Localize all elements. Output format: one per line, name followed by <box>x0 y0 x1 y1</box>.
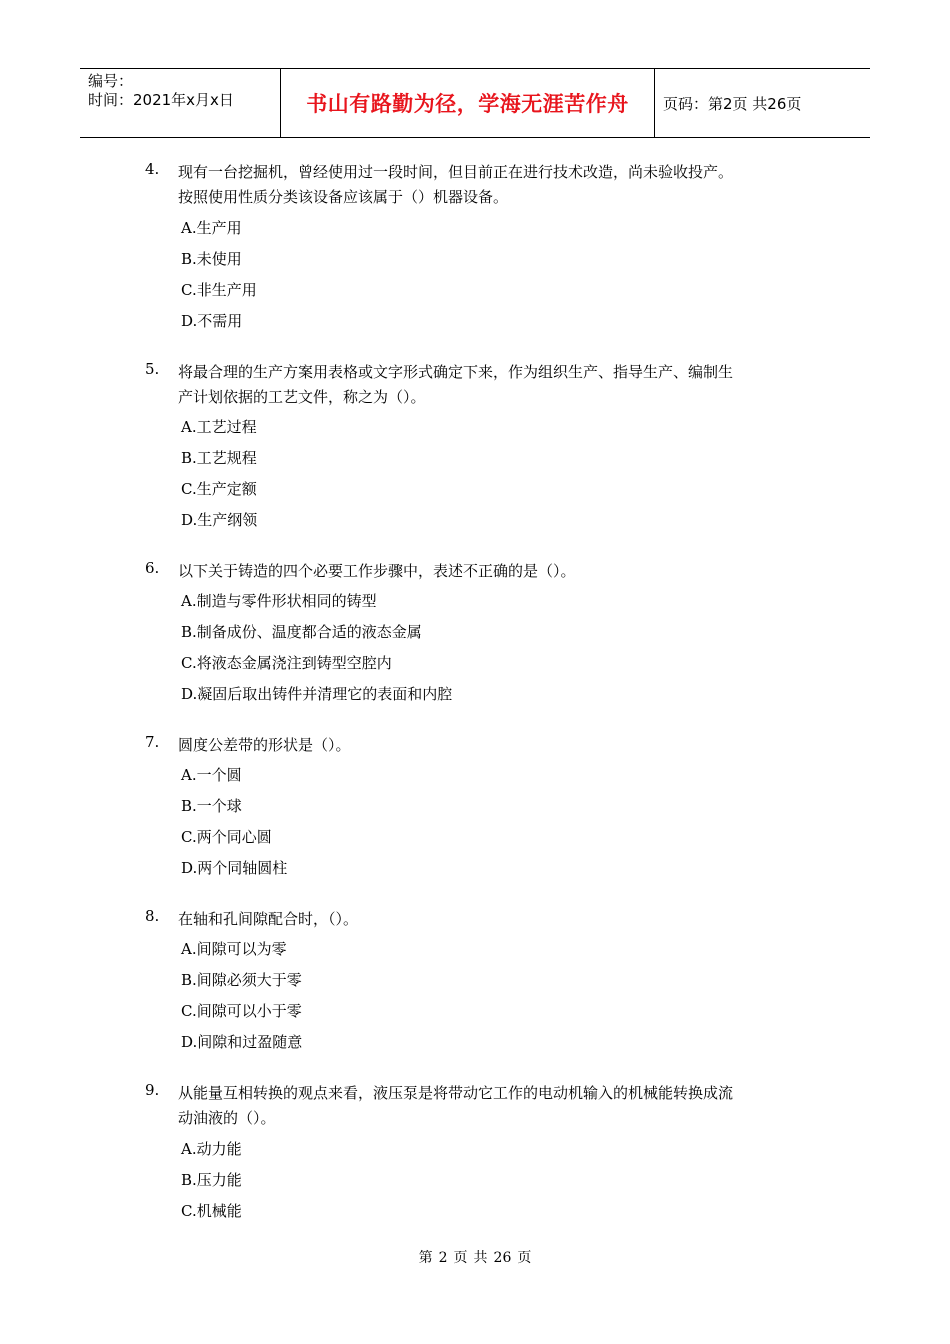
question-text <box>178 360 818 410</box>
option-a: A.间隙可以为零 <box>181 940 287 958</box>
option-a: A.制造与零件形状相同的铸型 <box>181 592 377 610</box>
header-page-cell <box>655 69 870 137</box>
option-b: B.压力能 <box>181 1171 242 1189</box>
question-line: 将最合理的生产方案用表格或文字形式确定下来，作为组织生产、指导生产、编制生 <box>178 363 734 381</box>
option-d: D.间隙和过盈随意 <box>181 1033 303 1051</box>
option-c: C.非生产用 <box>181 281 257 299</box>
option-d: D.生产纲领 <box>181 511 258 529</box>
question-number: 9. <box>145 1081 160 1099</box>
question-text <box>178 733 818 758</box>
option-d: D.不需用 <box>181 312 243 330</box>
question-line: 以下关于铸造的四个必要工作步骤中，表述不正确的是（）。 <box>178 562 576 580</box>
option-c: C.两个同心圆 <box>181 828 272 846</box>
footer-word: 第 <box>418 1250 433 1266</box>
question-line: 从能量互相转换的观点来看，液压泵是将带动它工作的电动机输入的机械能转换成流 <box>178 1084 734 1102</box>
option-d: D.两个同轴圆柱 <box>181 859 288 877</box>
question-text <box>178 559 818 584</box>
option-a: A.生产用 <box>181 219 242 237</box>
option-c: C.机械能 <box>181 1202 242 1220</box>
document-number-label: 编号： <box>88 72 134 90</box>
option-a: A.动力能 <box>181 1140 242 1158</box>
footer-word: 共 <box>473 1250 488 1266</box>
footer-word: 页 <box>517 1250 532 1266</box>
option-b: B.工艺规程 <box>181 449 257 467</box>
option-a: A.一个圆 <box>181 766 242 784</box>
option-a: A.工艺过程 <box>181 418 257 436</box>
question-number: 5. <box>145 360 160 378</box>
footer-page-number: 2 <box>438 1250 448 1266</box>
option-b: B.一个球 <box>181 797 242 815</box>
option-c: C.生产定额 <box>181 480 257 498</box>
option-b: B.间隙必须大于零 <box>181 971 302 989</box>
option-b: B.制备成份、温度都合适的液态金属 <box>181 623 422 641</box>
option-c: C.将液态金属浇注到铸型空腔内 <box>181 654 392 672</box>
header-table <box>80 68 870 138</box>
document-date-label: 时间：2021年x月x日 <box>88 91 234 109</box>
question-line: 产计划依据的工艺文件，称之为（）。 <box>178 388 426 406</box>
header-info-cell <box>80 69 281 137</box>
question-number: 7. <box>145 733 160 751</box>
question-line: 现有一台挖掘机，曾经使用过一段时间，但目前正在进行技术改造，尚未验收投产。 <box>178 163 734 181</box>
question-text <box>178 907 818 932</box>
question-number: 6. <box>145 559 160 577</box>
page-footer <box>0 1247 950 1267</box>
question-number: 8. <box>145 907 160 925</box>
footer-total-pages: 26 <box>493 1250 512 1266</box>
motto-text: 书山有路勤为径，学海无涯苦作舟 <box>306 92 629 116</box>
header-motto-cell <box>281 69 655 137</box>
option-d: D.凝固后取出铸件并清理它的表面和内腔 <box>181 685 453 703</box>
question-number: 4. <box>145 160 160 178</box>
footer-word: 页 <box>453 1250 468 1266</box>
question-line: 动油液的（）。 <box>178 1109 276 1127</box>
question-line: 在轴和孔间隙配合时，（）。 <box>178 910 359 928</box>
question-line: 圆度公差带的形状是（）。 <box>178 736 351 754</box>
option-b: B.未使用 <box>181 250 242 268</box>
header-page-label: 页码：第2页 共26页 <box>663 94 802 113</box>
question-text <box>178 1081 818 1131</box>
option-c: C.间隙可以小于零 <box>181 1002 302 1020</box>
question-text <box>178 160 818 210</box>
question-line: 按照使用性质分类该设备应该属于（）机器设备。 <box>178 188 509 206</box>
